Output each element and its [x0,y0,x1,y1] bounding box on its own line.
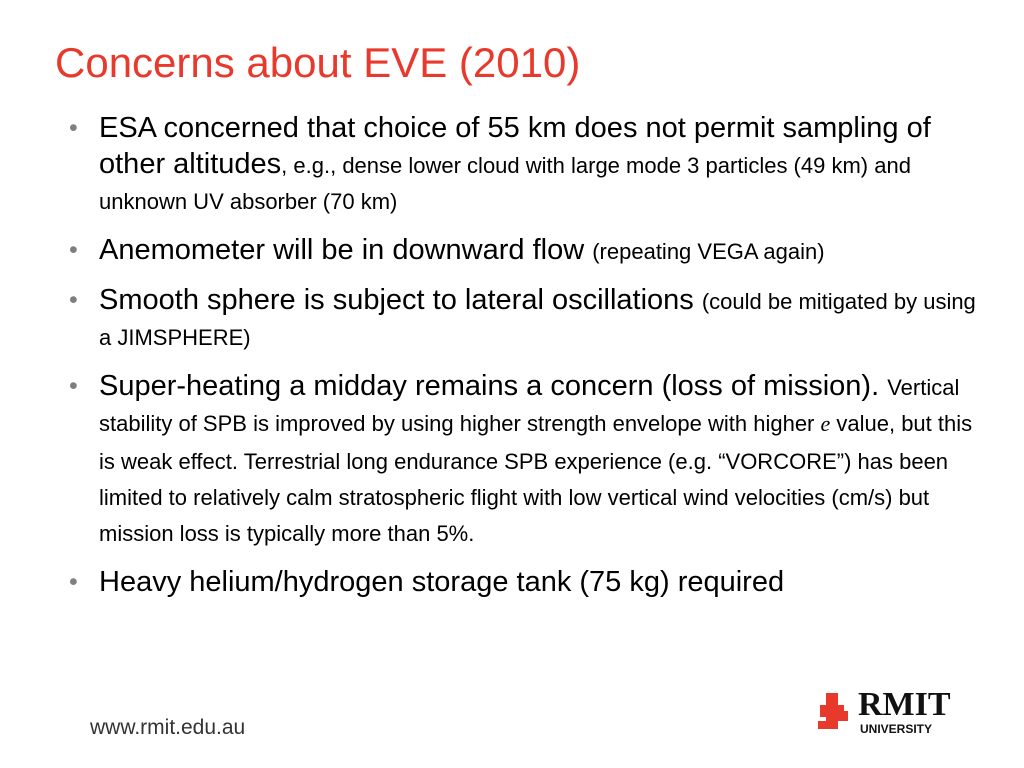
bullet-item [60,368,990,550]
logo-subtitle: UNIVERSITY [860,722,933,736]
bullet-item [60,232,990,268]
bullet-dot-icon: • [69,236,78,264]
bullet-list [60,110,990,614]
logo-wordmark: RMIT [858,686,951,723]
bullet-item [60,282,990,354]
bullet-main-text: Heavy helium/hydrogen storage tank (75 kg) required [99,566,785,598]
bullet-item [60,110,990,218]
logo-pixel [818,721,826,729]
logo-pixel [826,693,838,705]
bullet-detail-text: (repeating VEGA again) [592,239,825,264]
bullet-detail-text: value, but this is weak effect. Terrestrial long endurance SPB experience (e.g. “VORCORE”) has been limited to relatively calm stratospheric flight with low vertical wind velocities (cm/s) but mission loss is typically more than 5%. [99,411,973,546]
bullet-detail-text: (could be mitigated by using a JIMSPHERE) [99,289,976,350]
rmit-logo [818,681,968,741]
bullet-main-text: Super-heating a midday remains a concern (loss of mission). [99,370,888,402]
bullet-main-text: Smooth sphere is subject to lateral oscillations [99,284,702,316]
bullet-main-text: ESA concerned that choice of 55 km does not permit sampling of other altitudes [99,112,931,180]
logo-pixel [838,711,848,721]
bullet-detail-text: Vertical stability of SPB is improved by using higher strength envelope with higher [99,375,960,436]
logo-pixel [820,705,832,717]
bullet-dot-icon: • [69,286,78,314]
bullet-dot-icon: • [69,114,78,142]
bullet-item [60,564,990,600]
bullet-detail-text: , e.g., dense lower cloud with large mode 3 particles (49 km) and unknown UV absorber (70 km) [99,153,911,214]
slide-title: Concerns about EVE (2010) [55,39,581,86]
bullet-dot-icon: • [69,372,78,400]
bullet-dot-icon: • [69,568,78,596]
bullet-detail-italic: e [820,411,831,436]
footer-url: www.rmit.edu.au [90,716,246,739]
logo-pixel [826,717,838,729]
bullet-main-text: Anemometer will be in downward flow [99,234,593,266]
